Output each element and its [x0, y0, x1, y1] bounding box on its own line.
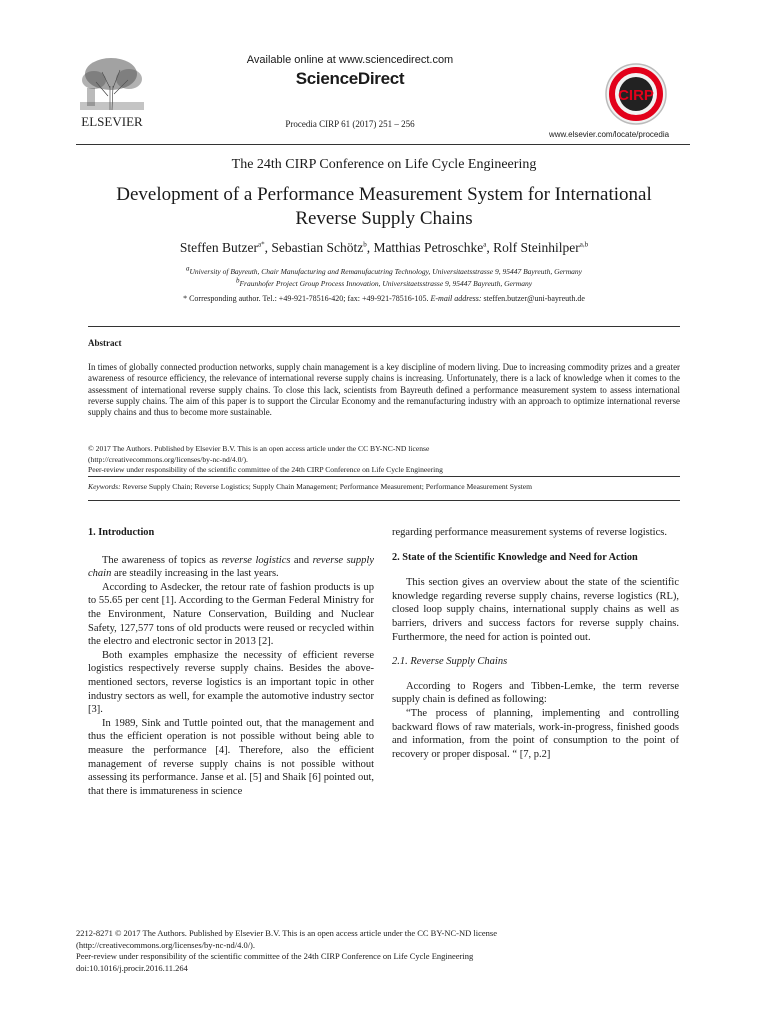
header-rule: [76, 144, 690, 145]
conference-name: The 24th CIRP Conference on Life Cycle Engineering: [231, 157, 537, 172]
paragraph-text: are steadily increasing in the last years.: [111, 568, 279, 580]
paragraph: According to Asdecker, the retour rate of fashion products is up to 55.65 per cent [1]. According to the German Federal Ministry for the Environment, Nature Conservation, Building and Nuclear Safety, 127,577 tons of old products were reused or recycled within the electro and electronic sector in 2013 [2].: [88, 581, 374, 648]
affiliation-a: [0, 264, 768, 276]
copyright-line: © 2017 The Authors. Published by Elsevier B.V. This is an open access article under the CC BY-NC-ND license: [88, 444, 430, 453]
affiliation-mark: b: [235, 276, 240, 285]
available-online-text: Available online at www.sciencedirect.com: [246, 54, 454, 66]
paragraph: According to Rogers and Tibben-Lemke, the term reverse supply chain is defined as following:: [392, 680, 679, 706]
body-column-left: [88, 526, 374, 798]
email-link[interactable]: steffen.butzer@uni-bayreuth.de: [483, 294, 585, 303]
author-affiliation-mark: a: [483, 240, 487, 249]
keywords-label: Keywords:: [88, 482, 121, 491]
corresponding-author: [0, 294, 768, 303]
paragraph-continuation: regarding performance measurement systems of reverse logistics.: [392, 527, 667, 538]
author-affiliation-mark: b: [363, 240, 367, 249]
paragraph: This section gives an overview about the state of the scientific knowledge regarding reverse supply chains, reverse logistics (RL), closed loop supply chains, international supply chains as well as barriers, drivers and success factors for reverse supply chains. Furthermore, the need for action is pointed out.: [392, 577, 679, 643]
author-list: Steffen Butzer$^{a*}$, Sebastian Schötz$^b$, Matthias Petroschke$^a$, Rolf Steinhilper$^{a,b}$: [179, 240, 589, 255]
abstract-body: In times of globally connected production networks, supply chain management is a key discipline of modern living. Due to increasing commodity prizes and a greater awareness of resource efficiency, the relevance of international reverse supply chains is increasing. Unfortunately, there is a lack of knowledge when it comes to the assessment of international reverse supply chains. To close this lack, scientists from Bayreuth defined a performance measurement system to assess international reverse supply chains. The aim of this paper is to support the Circular Economy and the remanufacturing industry with an approach to optimize international reverse supply chains and thus to become more sustainable.: [88, 362, 680, 418]
author-name: Rolf Steinhilper: [493, 240, 580, 255]
author-name: Sebastian Schötz: [271, 240, 364, 255]
footer-license-link[interactable]: (http://creativecommons.org/licenses/by-nc-nd/4.0/).: [76, 939, 256, 950]
paper-title: [60, 183, 708, 231]
affiliation-b: [0, 276, 768, 288]
cirp-wordmark: CIRP: [618, 87, 654, 104]
cirp-logo: [604, 62, 668, 126]
emphasis-text: reverse logistics: [221, 554, 291, 566]
keywords-top-rule: [88, 476, 680, 477]
keywords: [88, 482, 680, 491]
paper-title-line2: Reverse Supply Chains: [295, 208, 473, 229]
paragraph: [88, 554, 374, 581]
body-column-right: [392, 526, 679, 761]
subsection-heading: 2.1. Reverse Supply Chains: [392, 656, 508, 668]
elsevier-tree-icon: [72, 52, 152, 132]
corresponding-contact: * Corresponding author. Tel.: +49-921-78516-420; fax: +49-921-78516-105.: [183, 294, 429, 303]
quotation: “The process of planning, implementing and controlling backward flows of raw materials, work-in-progress, finished goods and information, from the point of consumption to the point of recovery or proper disposal. “ [7, p.2]: [392, 707, 679, 760]
paragraph-text: and: [290, 554, 313, 566]
author-name: Matthias Petroschke: [373, 240, 484, 255]
footer-peer-review: Peer-review under responsibility of the scientific committee of the 24th CIRP Conference on Life Cycle Engineering: [76, 951, 474, 961]
paragraph: In 1989, Sink and Tuttle pointed out, that the management and thus the efficient operation is not possible without being able to measure the performance [4]. Therefore, also the efficient management of reverse supply chains is not possible without assessing its performance. Janse et al. [5] and Shaik [6] pointed out, that there is immatureness in science: [88, 717, 374, 797]
footer-doi[interactable]: doi:10.1016/j.procir.2016.11.264: [76, 962, 188, 973]
page-footer: [76, 928, 676, 974]
elsevier-wordmark: ELSEVIER: [81, 114, 143, 129]
procedia-url[interactable]: www.elsevier.com/locate/procedia: [549, 130, 670, 139]
cirp-emblem-icon: [604, 62, 668, 126]
keywords-bottom-rule: [88, 500, 680, 501]
affiliation-text: University of Bayreuth, Chair Manufacturing and Remanufacutring Technology, Universitaetsstrasse 9, 95447 Bayreuth, Germany: [189, 267, 582, 276]
keywords-text: Reverse Supply Chain; Reverse Logistics; Supply Chain Management; Performance Measurement; Performance Measurement System: [122, 482, 533, 491]
section-heading: 1. Introduction: [88, 527, 155, 538]
author-affiliation-mark: a: [257, 240, 262, 249]
license-block: [88, 444, 680, 476]
affiliation-text: Fraunhofer Project Group Process Innovation, Universitaetsstrasse 9, 95447 Bayreuth, Germany: [239, 279, 533, 288]
paragraph-text: The awareness of topics as: [102, 554, 222, 566]
affiliation-mark: a: [186, 264, 190, 273]
abstract-top-rule: [88, 326, 680, 327]
elsevier-logo: [72, 52, 152, 132]
license-link[interactable]: (http://creativecommons.org/licenses/by-nc-nd/4.0/).: [88, 454, 248, 464]
journal-reference: Procedia CIRP 61 (2017) 251 – 256: [285, 119, 415, 129]
corresponding-author-mark: *: [261, 240, 265, 249]
author-affiliation-mark: a,b: [579, 240, 589, 249]
peer-review-line: Peer-review under responsibility of the scientific committee of the 24th CIRP Conference on Life Cycle Engineering: [88, 465, 443, 474]
footer-copyright: 2212-8271 © 2017 The Authors. Published by Elsevier B.V. This is an open access article under the CC BY-NC-ND license: [76, 928, 498, 938]
section-heading: 2. State of the Scientific Knowledge and Need for Action: [392, 551, 638, 563]
sciencedirect-brand: ScienceDirect: [295, 69, 405, 88]
paper-title-line1: Development of a Performance Measurement System for International: [116, 184, 652, 205]
author-name: Steffen Butzer: [179, 240, 258, 255]
paragraph: Both examples emphasize the necessity of efficient reverse logistics respectively reverse supply chains. Besides the above-mentioned sectors, reverse logistics is an important topic in other industry sectors as well, for example the automotive industry sector [3].: [88, 649, 374, 716]
abstract-heading: Abstract: [88, 338, 122, 348]
email-label: E-mail address:: [430, 294, 482, 303]
emphasis-text: reverse supply chain: [88, 554, 374, 580]
